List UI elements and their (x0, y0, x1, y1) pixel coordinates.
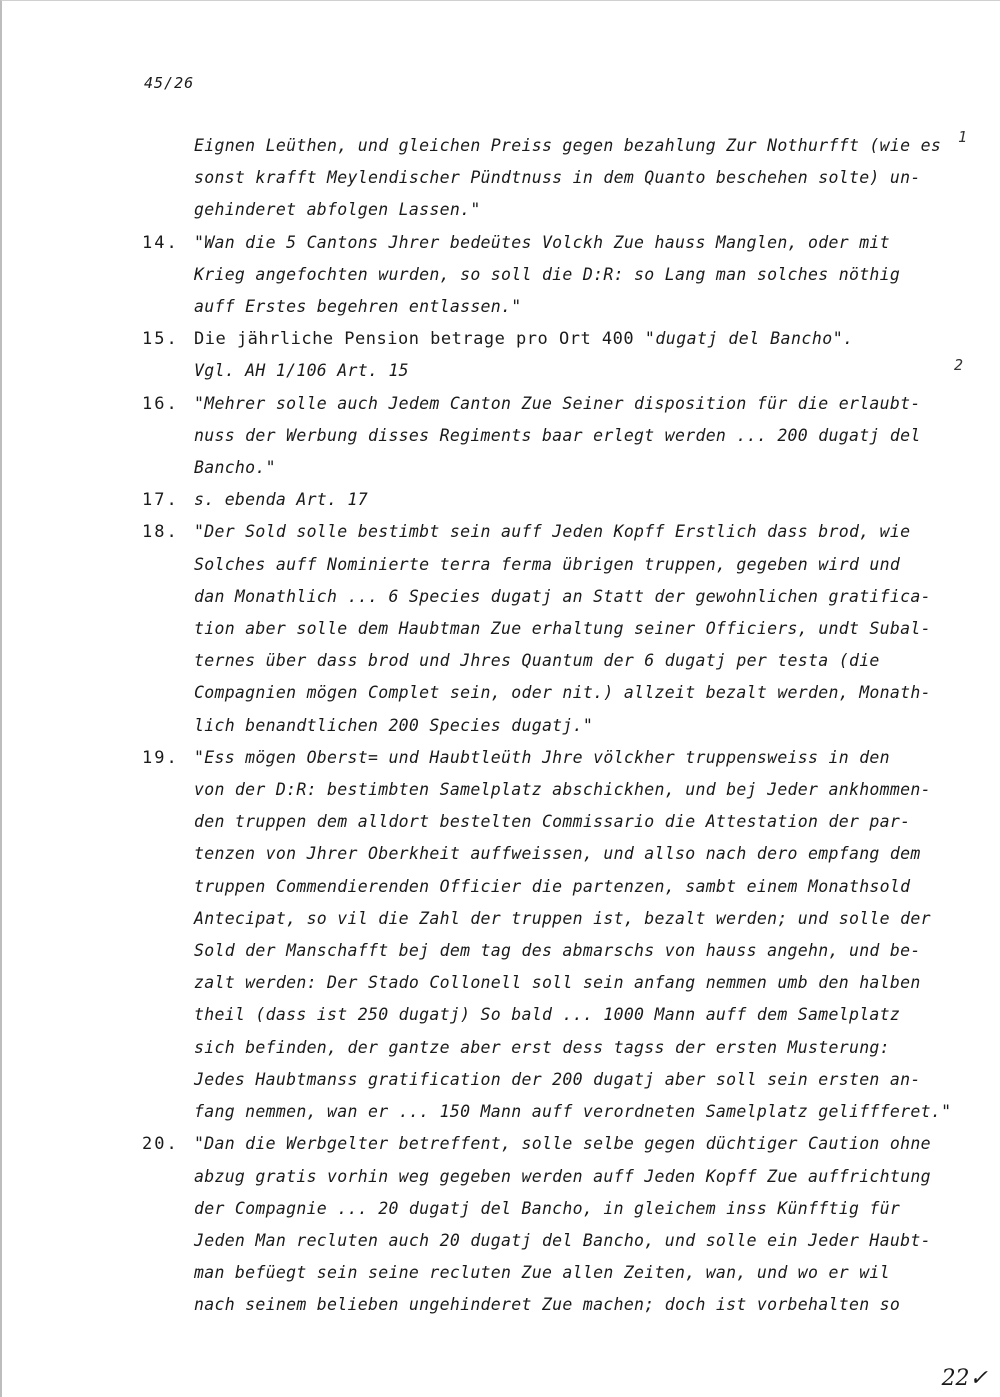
margin-note-1: 1 (958, 128, 968, 146)
item-20 (142, 1128, 942, 1321)
item-number: 19. (142, 747, 179, 768)
text-line: fang nemmen, wan er ... 150 Mann auff verordneten Samelplatz geliffferet." (194, 1102, 952, 1122)
text-line: Jedes Haubtmanss gratification der 200 dugatj aber soll sein ersten an- (194, 1069, 921, 1089)
text-line: zalt werden: Der Stado Collonell soll sein anfang nemmen umb den halben (194, 973, 921, 993)
text-line: sich befinden, der gantze aber erst dess tagss der ersten Musterung: (194, 1037, 890, 1057)
text-line: den truppen dem alldort bestelten Commissario die Attestation der par- (194, 812, 911, 832)
text-line: Solches auff Nominierte terra ferma übrigen truppen, gegeben wird und (194, 554, 901, 574)
margin-note-2: 2 (954, 356, 964, 374)
text-line: nuss der Werbung disses Regiments baar erlegt werden ... 200 dugatj del (194, 425, 921, 445)
text-line: "Mehrer solle auch Jedem Canton Zue Seiner disposition für die erlaubt- (194, 393, 921, 413)
text-line: lich benandtlichen 200 Species dugatj." (194, 715, 594, 735)
text-line: auff Erstes begehren entlassen." (194, 297, 522, 317)
text-line: truppen Commendierenden Officier die partenzen, sambt einem Monathsold (194, 876, 911, 896)
text-line: man befüegt sein seine recluten Zue allen Zeiten, wan, und wo er wil (194, 1263, 890, 1283)
item-15 (142, 323, 942, 387)
text-line (194, 323, 942, 355)
item-number: 18. (142, 522, 179, 543)
item-number: 16. (142, 393, 179, 414)
text-line: "Dan die Werbgelter betreffent, solle selbe gegen düchtiger Caution ohne (194, 1134, 931, 1154)
item-number: 15. (142, 329, 179, 350)
text-line: Sold der Manschafft bej dem tag des abmarschs von hauss angehn, und be- (194, 941, 921, 961)
text-line: nach seinem belieben ungehinderet Zue machen; doch ist vorbehalten so (194, 1295, 901, 1315)
text-line: gehinderet abfolgen Lassen." (194, 200, 481, 220)
text-line: der Compagnie ... 20 dugatj del Bancho, in gleichem inss Künfftig für (194, 1198, 901, 1218)
item-14 (142, 227, 942, 324)
text-line: Vgl. AH 1/106 Art. 15 (194, 361, 409, 381)
text-line: von der D:R: bestimbten Samelplatz abschickhen, und bej Jeder ankhommen- (194, 780, 931, 800)
text-line: Jeden Man recluten auch 20 dugatj del Bancho, und solle ein Jeder Haubt- (194, 1230, 931, 1250)
text-line: Compagnien mögen Complet sein, oder nit.) allzeit bezalt werden, Monath- (194, 683, 931, 703)
text-line: Krieg angefochten wurden, so soll die D:R: so Lang man solches nöthig (194, 264, 901, 284)
intro-paragraph (142, 130, 942, 227)
text-line: "Ess mögen Oberst= und Haubtleüth Jhre völckher truppensweiss in den (194, 747, 890, 767)
text-line: "Wan die 5 Cantons Jhrer bedeütes Volckh Zue hauss Manglen, oder mit (194, 232, 890, 252)
text-line: sonst krafft Meylendischer Pündtnuss in dem Quanto beschehen solte) un- (194, 168, 921, 188)
pension-quote: "dugatj del Bancho". (644, 329, 854, 349)
document-body (142, 130, 952, 1322)
text-line: tenzen von Jhrer Oberkheit auffweissen, und allso nach dero empfang dem (194, 844, 921, 864)
text-line: s. ebenda Art. 17 (194, 490, 368, 510)
item-number (142, 130, 194, 227)
item-17 (142, 484, 942, 516)
text-line: Antecipat, so vil die Zahl der truppen ist, bezalt werden; und solle der (194, 908, 931, 928)
text-line: Eignen Leüthen, und gleichen Preiss gegen bezahlung Zur Nothurfft (wie es (194, 136, 942, 155)
item-18 (142, 516, 942, 741)
text-line: dan Monathlich ... 6 Species dugatj an Statt der gewohnlichen gratifica- (194, 586, 931, 606)
item-number: 17. (142, 490, 179, 511)
item-number: 14. (142, 232, 179, 253)
text-line: "Der Sold solle bestimbt sein auff Jeden Kopff Erstlich dass brod, wie (194, 522, 911, 542)
handwritten-page-mark: 22✓ (941, 1366, 988, 1391)
item-number: 20. (142, 1134, 179, 1155)
text-line: Bancho." (194, 458, 276, 478)
item-16 (142, 388, 942, 485)
text-line: ternes über dass brod und Jhres Quantum der 6 dugatj per testa (die (194, 651, 880, 671)
page-reference: 45/26 (144, 74, 195, 92)
item-19 (142, 742, 952, 1128)
text-line: theil (dass ist 250 dugatj) So bald ... 1000 Mann auff dem Samelplatz (194, 1005, 901, 1025)
text-line: abzug gratis vorhin weg gegeben werden auff Jeden Kopff Zue auffrichtung (194, 1166, 931, 1186)
text-line: tion aber solle dem Haubtman Zue erhaltung seiner Officiers, undt Subal- (194, 619, 931, 639)
pension-text: Die jährliche Pension betrage pro Ort 400 (194, 329, 635, 350)
